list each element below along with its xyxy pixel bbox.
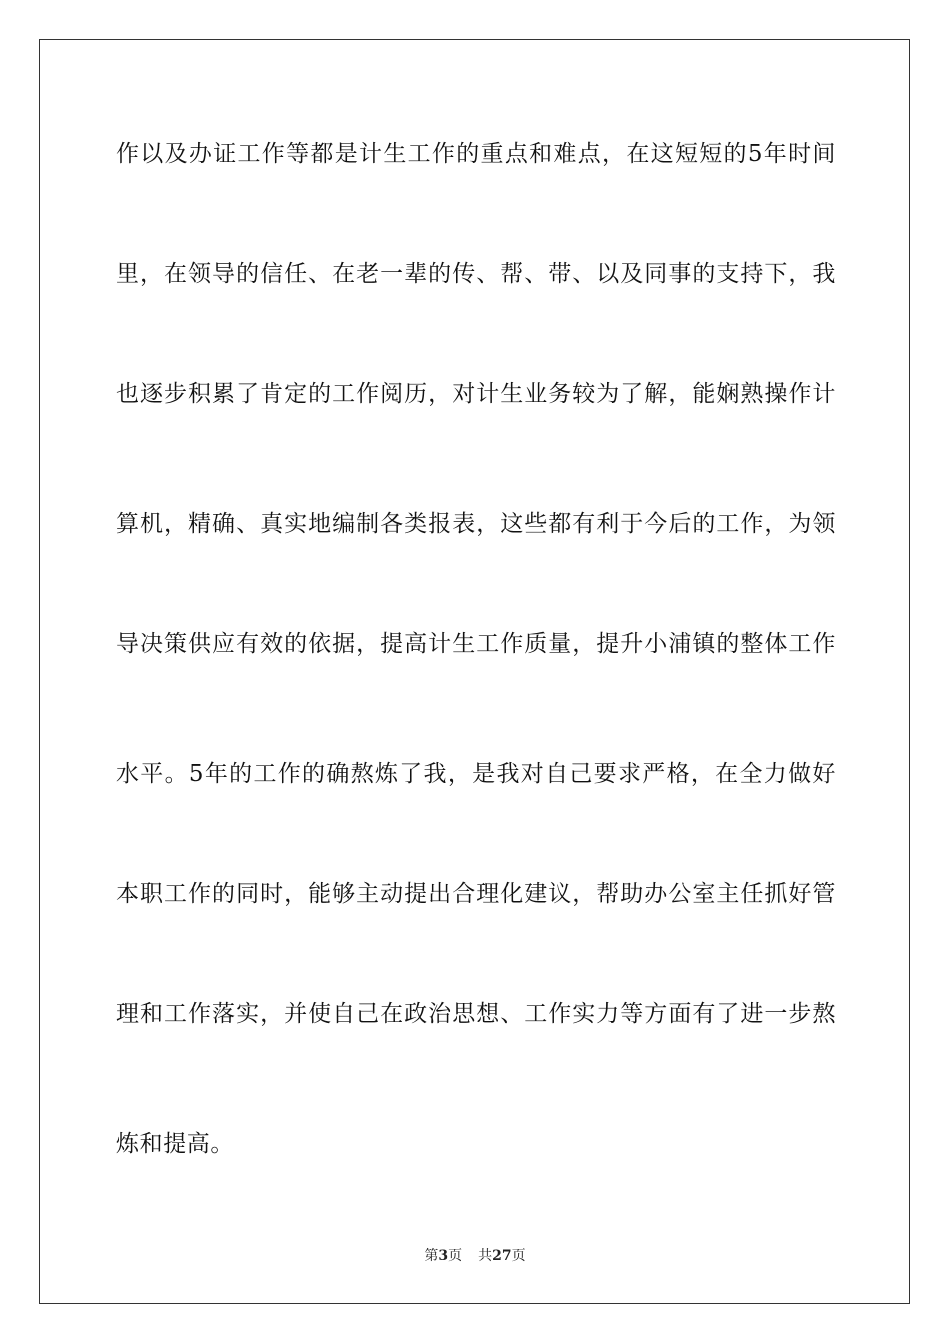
paragraph-line-8: 理和工作落实，并使自己在政治思想、工作实力等方面有了进一步熬 <box>116 1001 836 1027</box>
paragraph-line-1: 作以及办证工作等都是计生工作的重点和难点，在这短短的5年时间 <box>116 141 836 167</box>
page-prefix: 第 <box>424 1248 439 1264</box>
page-suffix: 页 <box>448 1248 463 1264</box>
page-border <box>39 39 910 1304</box>
total-suffix: 页 <box>511 1248 526 1264</box>
total-pages: 27 <box>492 1248 512 1264</box>
total-prefix: 共 <box>478 1248 493 1264</box>
page-number: 3 <box>438 1248 449 1264</box>
paragraph-line-7: 本职工作的同时，能够主动提出合理化建议，帮助办公室主任抓好管 <box>116 881 836 907</box>
paragraph-line-6: 水平。5年的工作的确熬炼了我，是我对自己要求严格，在全力做好 <box>116 761 836 787</box>
paragraph-line-3: 也逐步积累了肯定的工作阅历，对计生业务较为了解，能娴熟操作计 <box>116 381 836 407</box>
paragraph-line-9: 炼和提高。 <box>116 1131 234 1157</box>
paragraph-line-5: 导决策供应有效的依据，提高计生工作质量，提升小浦镇的整体工作 <box>116 631 836 657</box>
paragraph-line-4: 算机，精确、真实地编制各类报表，这些都有利于今后的工作，为领 <box>116 511 836 537</box>
paragraph-line-2: 里，在领导的信任、在老一辈的传、帮、带、以及同事的支持下，我 <box>116 261 836 287</box>
page-footer <box>0 1247 950 1265</box>
